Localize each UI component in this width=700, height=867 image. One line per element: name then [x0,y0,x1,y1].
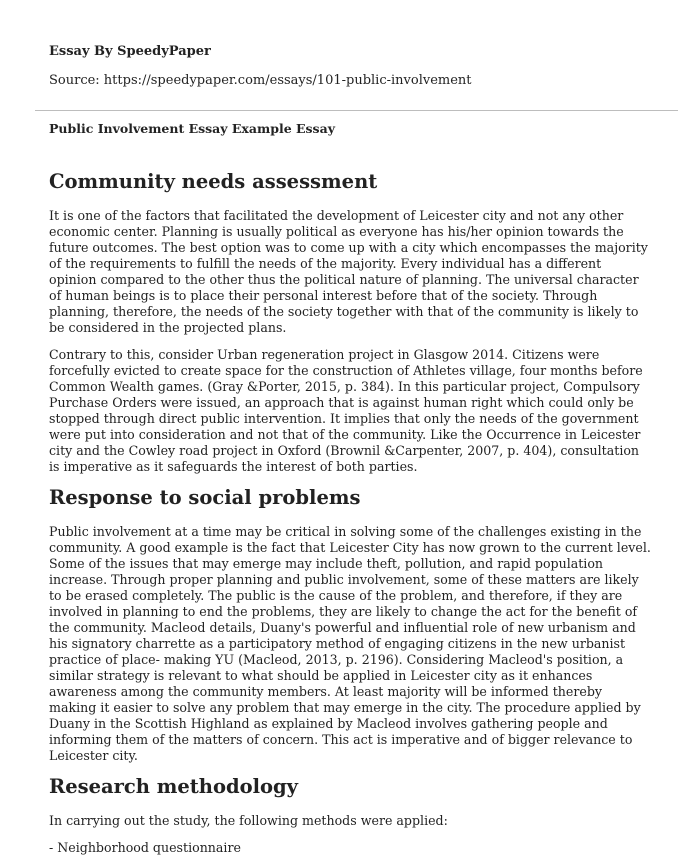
essay-title: Public Involvement Essay Example Essay [49,121,335,136]
section-research-methodology [49,775,651,856]
paragraph: Contrary to this, consider Urban regeneration project in Glasgow 2014. Citizens were forcefully evicted to create space for the construction of Athletes village, four months before Common Wealth games. (Gray &Porter, 2015, p. 384). In this particular project, Compulsory Purchase Orders were issued, an approach that is against human right which could only be stopped through direct public intervention. It implies that only the needs of the government were put into consideration and not that of the community. Like the Occurrence in Leicester city and the Cowley road project in Oxford (Brownil &Carpenter, 2007, p. 404), consultation is imperative as it safeguards the interest of both parties. [49,347,643,474]
list-item: - Neighborhood questionnaire [49,840,241,855]
section-social-problems [49,486,651,764]
paragraph: Public involvement at a time may be critical in solving some of the challenges existing in the community. A good example is the fact that Leicester City has now grown to the current level. Some of the issues that may emerge may include theft, pollution, and rapid population increase. Through proper planning and public involvement, some of these matters are likely to be erased completely. The public is the cause of the problem, and therefore, if they are involved in planning to end the problems, they are likely to change the act for the benefit of the community. Macleod details, Duany's powerful and influential role of new urbanism and his signatory charrette as a participatory method of engaging citizens in the new urbanist practice of place- making YU (Macleod, 2013, p. 2196). Considering Macleod's position, a similar strategy is relevant to what should be applied in Leicester city as it enhances awareness among the community members. At least majority will be informed thereby making it easier to solve any problem that may emerge in the city. The procedure applied by Duany in the Scottish Highland as explained by Macleod involves gathering people and informing them of the matters of concern. This act is imperative and of bigger relevance to Leicester city. [49,524,651,763]
essay-content [49,170,651,867]
section-heading: Response to social problems [49,486,361,509]
header-divider [35,110,678,111]
paragraph: It is one of the factors that facilitated the development of Leicester city and not any other economic center. Planning is usually political as everyone has his/her opinion towards the future outcomes. The best option was to come up with a city which encompasses the majority of the requirements to fulfill the needs of the majority. Every individual has a different opinion compared to the other thus the political nature of planning. The universal character of human beings is to place their personal interest before that of the society. Through planning, therefore, the needs of the society together with that of the community is likely to be considered in the projected plans. [49,208,648,335]
source-link[interactable]: Source: https://speedypaper.com/essays/101-public-involvement [49,73,472,88]
section-heading: Community needs assessment [49,170,378,193]
section-heading: Research methodology [49,775,298,798]
paragraph: In carrying out the study, the following methods were applied: [49,813,448,828]
site-title: Essay By SpeedyPaper [49,44,211,59]
section-community-needs [49,170,651,475]
